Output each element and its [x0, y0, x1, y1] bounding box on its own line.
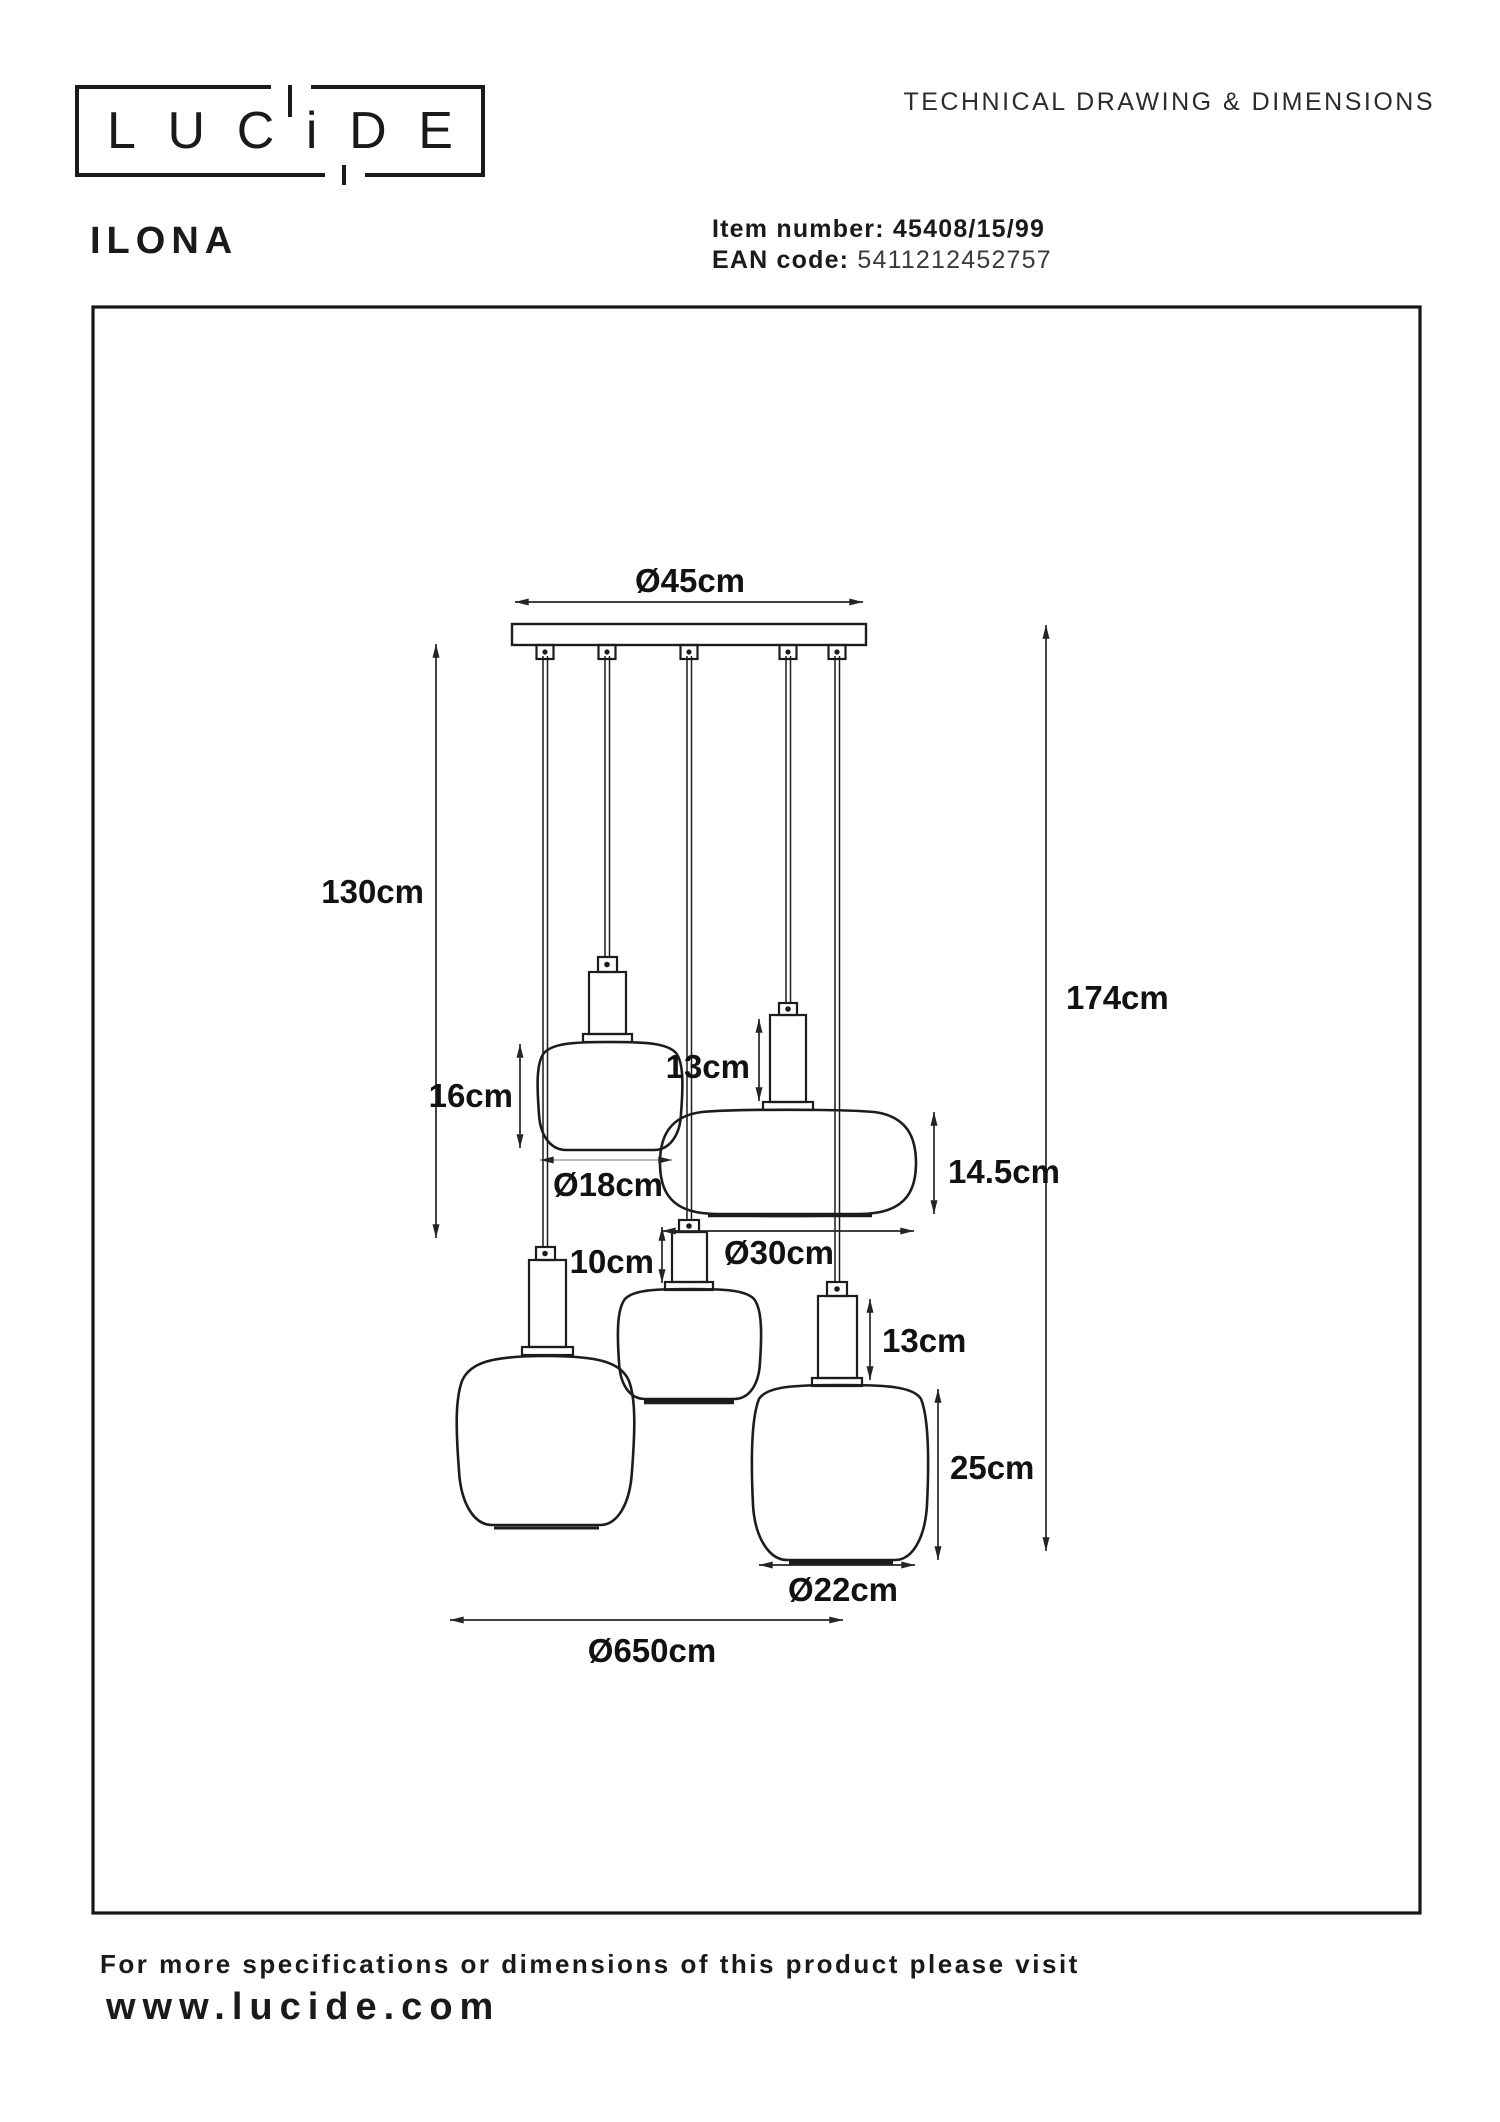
dimension-label: 14.5cm	[948, 1153, 1060, 1190]
ean-label: EAN code:	[712, 246, 850, 274]
ceiling-canopy	[512, 624, 866, 659]
item-number-value: 45408/15/99	[892, 215, 1046, 243]
socket-body	[529, 1260, 566, 1347]
socket-flange	[522, 1347, 573, 1355]
dimension-label: 25cm	[950, 1449, 1035, 1486]
dimension-label: 13cm	[665, 1048, 750, 1085]
cord-3	[687, 656, 692, 1220]
dimension-label: 16cm	[428, 1077, 513, 1114]
glass-shade	[538, 1042, 683, 1150]
item-number-label: Item number:	[712, 215, 885, 243]
document-title: TECHNICAL DRAWING & DIMENSIONS	[903, 88, 1435, 116]
logo-letter: C	[236, 102, 275, 160]
cord-4	[786, 656, 791, 1004]
glass-shade	[457, 1356, 635, 1525]
dimension-canopy-diameter	[515, 562, 863, 602]
dimension-label: Ø45cm	[634, 562, 746, 599]
dimension-socket10	[570, 1227, 662, 1283]
dimension-shade25-height	[938, 1389, 1034, 1560]
glass-shade	[752, 1385, 928, 1560]
dimension-oval-diameter	[662, 1231, 914, 1271]
dimension-total-height	[1046, 625, 1169, 1551]
product-name: ILONA	[90, 220, 239, 262]
dimension-shade22-diameter	[759, 1565, 915, 1608]
glass-shade	[660, 1110, 916, 1216]
dimension-label: 174cm	[1066, 979, 1169, 1016]
socket-body	[589, 972, 626, 1034]
dimension-total-spread	[450, 1620, 843, 1669]
cord-1	[543, 656, 548, 1247]
dimension-socket13-left	[666, 1019, 759, 1101]
dimension-label: Ø22cm	[787, 1571, 899, 1608]
dimension-label: 13cm	[882, 1322, 967, 1359]
logo-letter: E	[418, 102, 453, 160]
logo-letter: i	[305, 102, 318, 160]
footer-website-link[interactable]: www.lucide.com	[106, 1986, 501, 2028]
socket-body	[818, 1296, 857, 1378]
dimension-label: Ø30cm	[723, 1234, 835, 1271]
cord-5	[835, 656, 840, 1283]
pendant-lamp-large-left	[457, 1247, 635, 1528]
pendant-lamp-oval	[660, 1003, 916, 1216]
footer-note: For more specifications or dimensions of this product please visit	[100, 1949, 1080, 1979]
dimension-label: Ø18cm	[552, 1166, 664, 1203]
dimension-label: 10cm	[569, 1243, 654, 1280]
dimension-label: 130cm	[321, 873, 424, 910]
logo-letter: D	[349, 102, 387, 160]
canopy-bar	[512, 624, 866, 645]
dimension-shade18-diameter	[540, 1160, 672, 1203]
logo-letter: U	[167, 102, 206, 160]
socket-body	[672, 1232, 707, 1282]
dimension-shade16-height	[429, 1044, 520, 1148]
glass-shade	[618, 1289, 761, 1399]
dimension-socket13-right	[870, 1299, 966, 1380]
logo-letter: L	[107, 102, 136, 160]
pendant-lamp-small-left	[538, 957, 683, 1150]
dimension-oval-height	[934, 1112, 1060, 1214]
cord-2	[605, 656, 610, 958]
dimension-label: Ø650cm	[587, 1632, 717, 1669]
socket-body	[770, 1015, 806, 1102]
dimension-cord-drop	[321, 644, 436, 1238]
ean-value: 5411212452757	[857, 246, 1052, 274]
